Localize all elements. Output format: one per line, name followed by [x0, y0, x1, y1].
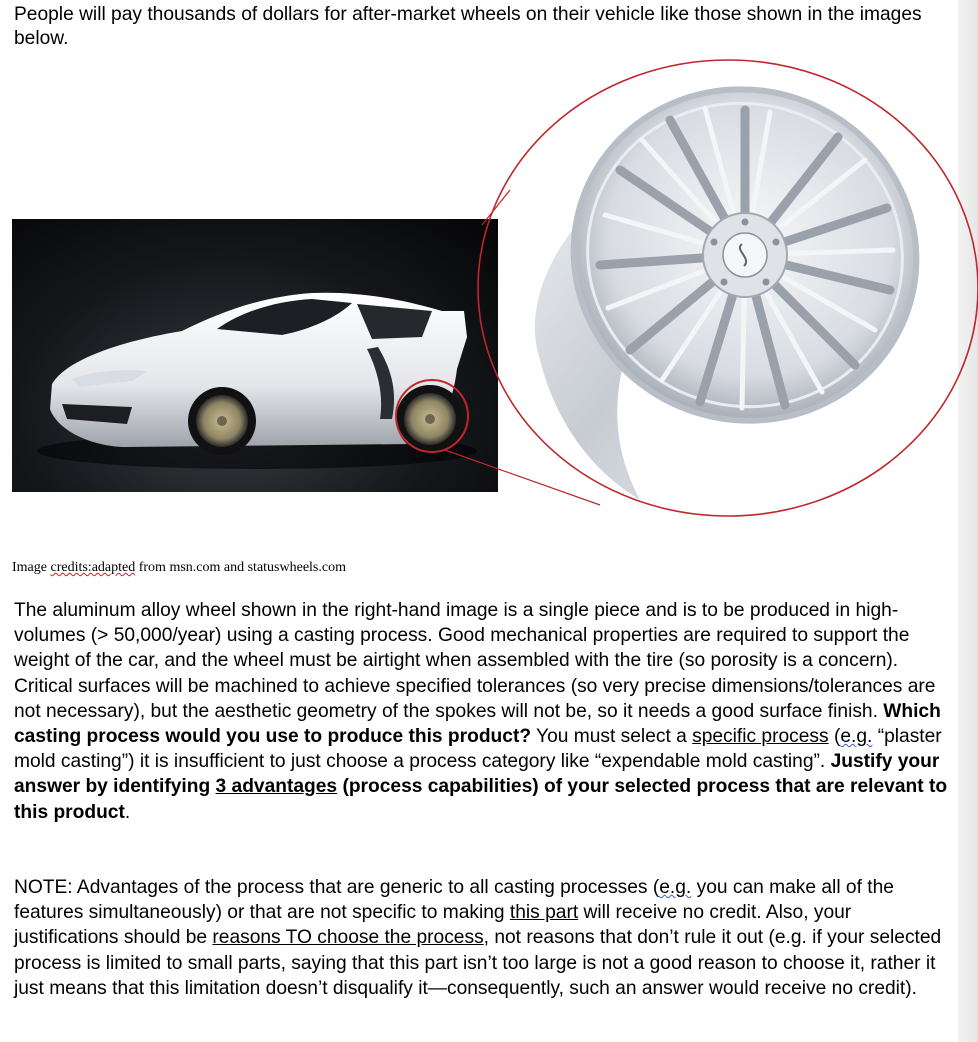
problem-paragraph: The aluminum alloy wheel shown in the right-hand image is a single piece and is to be produced in high-volumes (> 50,000/year) using a casting process. Good mechanical properties are required to support the weight of the car, and the wheel must be airtight when assembled with the tire (so porosity is a concern). Critical surfaces will be machined to achieve specified tolerances (so very precise dimensions/tolerances are not necessary), but the aesthetic geometry of the spokes will not be, so it needs a good surface finish. Which casting process would you use to produce this product? You must select a specific process (e.g. “plaster mold casting”) it is insufficient to just choose a process category like “expendable mold casting”. Justify your answer by identifying 3 advantages (process capabilities) of your selected process that are relevant to this product.: [14, 600, 948, 823]
note-paragraph: NOTE: Advantages of the process that are generic to all casting processes (e.g. you can make all of the features simultaneously) or that are not specific to making this part will receive no credit. Also, your justifications should be reasons TO choose the process, not reasons that don’t rule it out (e.g. if your selected process is limited to small parts, saying that this part isn’t too large is not a good reason to choose it, rather it just means that this limitation doesn’t disqualify it—consequently, such an answer would receive no credit).: [14, 877, 942, 999]
image-credit: Image credits:adapted from msn.com and statuswheels.com: [12, 560, 346, 575]
justify-text: Justify your answer by identifying 3 advantages (process capabilities) of your selected process that are relevant to this product: [14, 751, 948, 823]
intro-paragraph: People will pay thousands of dollars for after-market wheels on their vehicle like those shown in the images below.: [14, 4, 922, 49]
question-text: Which casting process would you use to produce this product?: [14, 700, 941, 748]
specific-process-link: specific process: [692, 726, 829, 748]
